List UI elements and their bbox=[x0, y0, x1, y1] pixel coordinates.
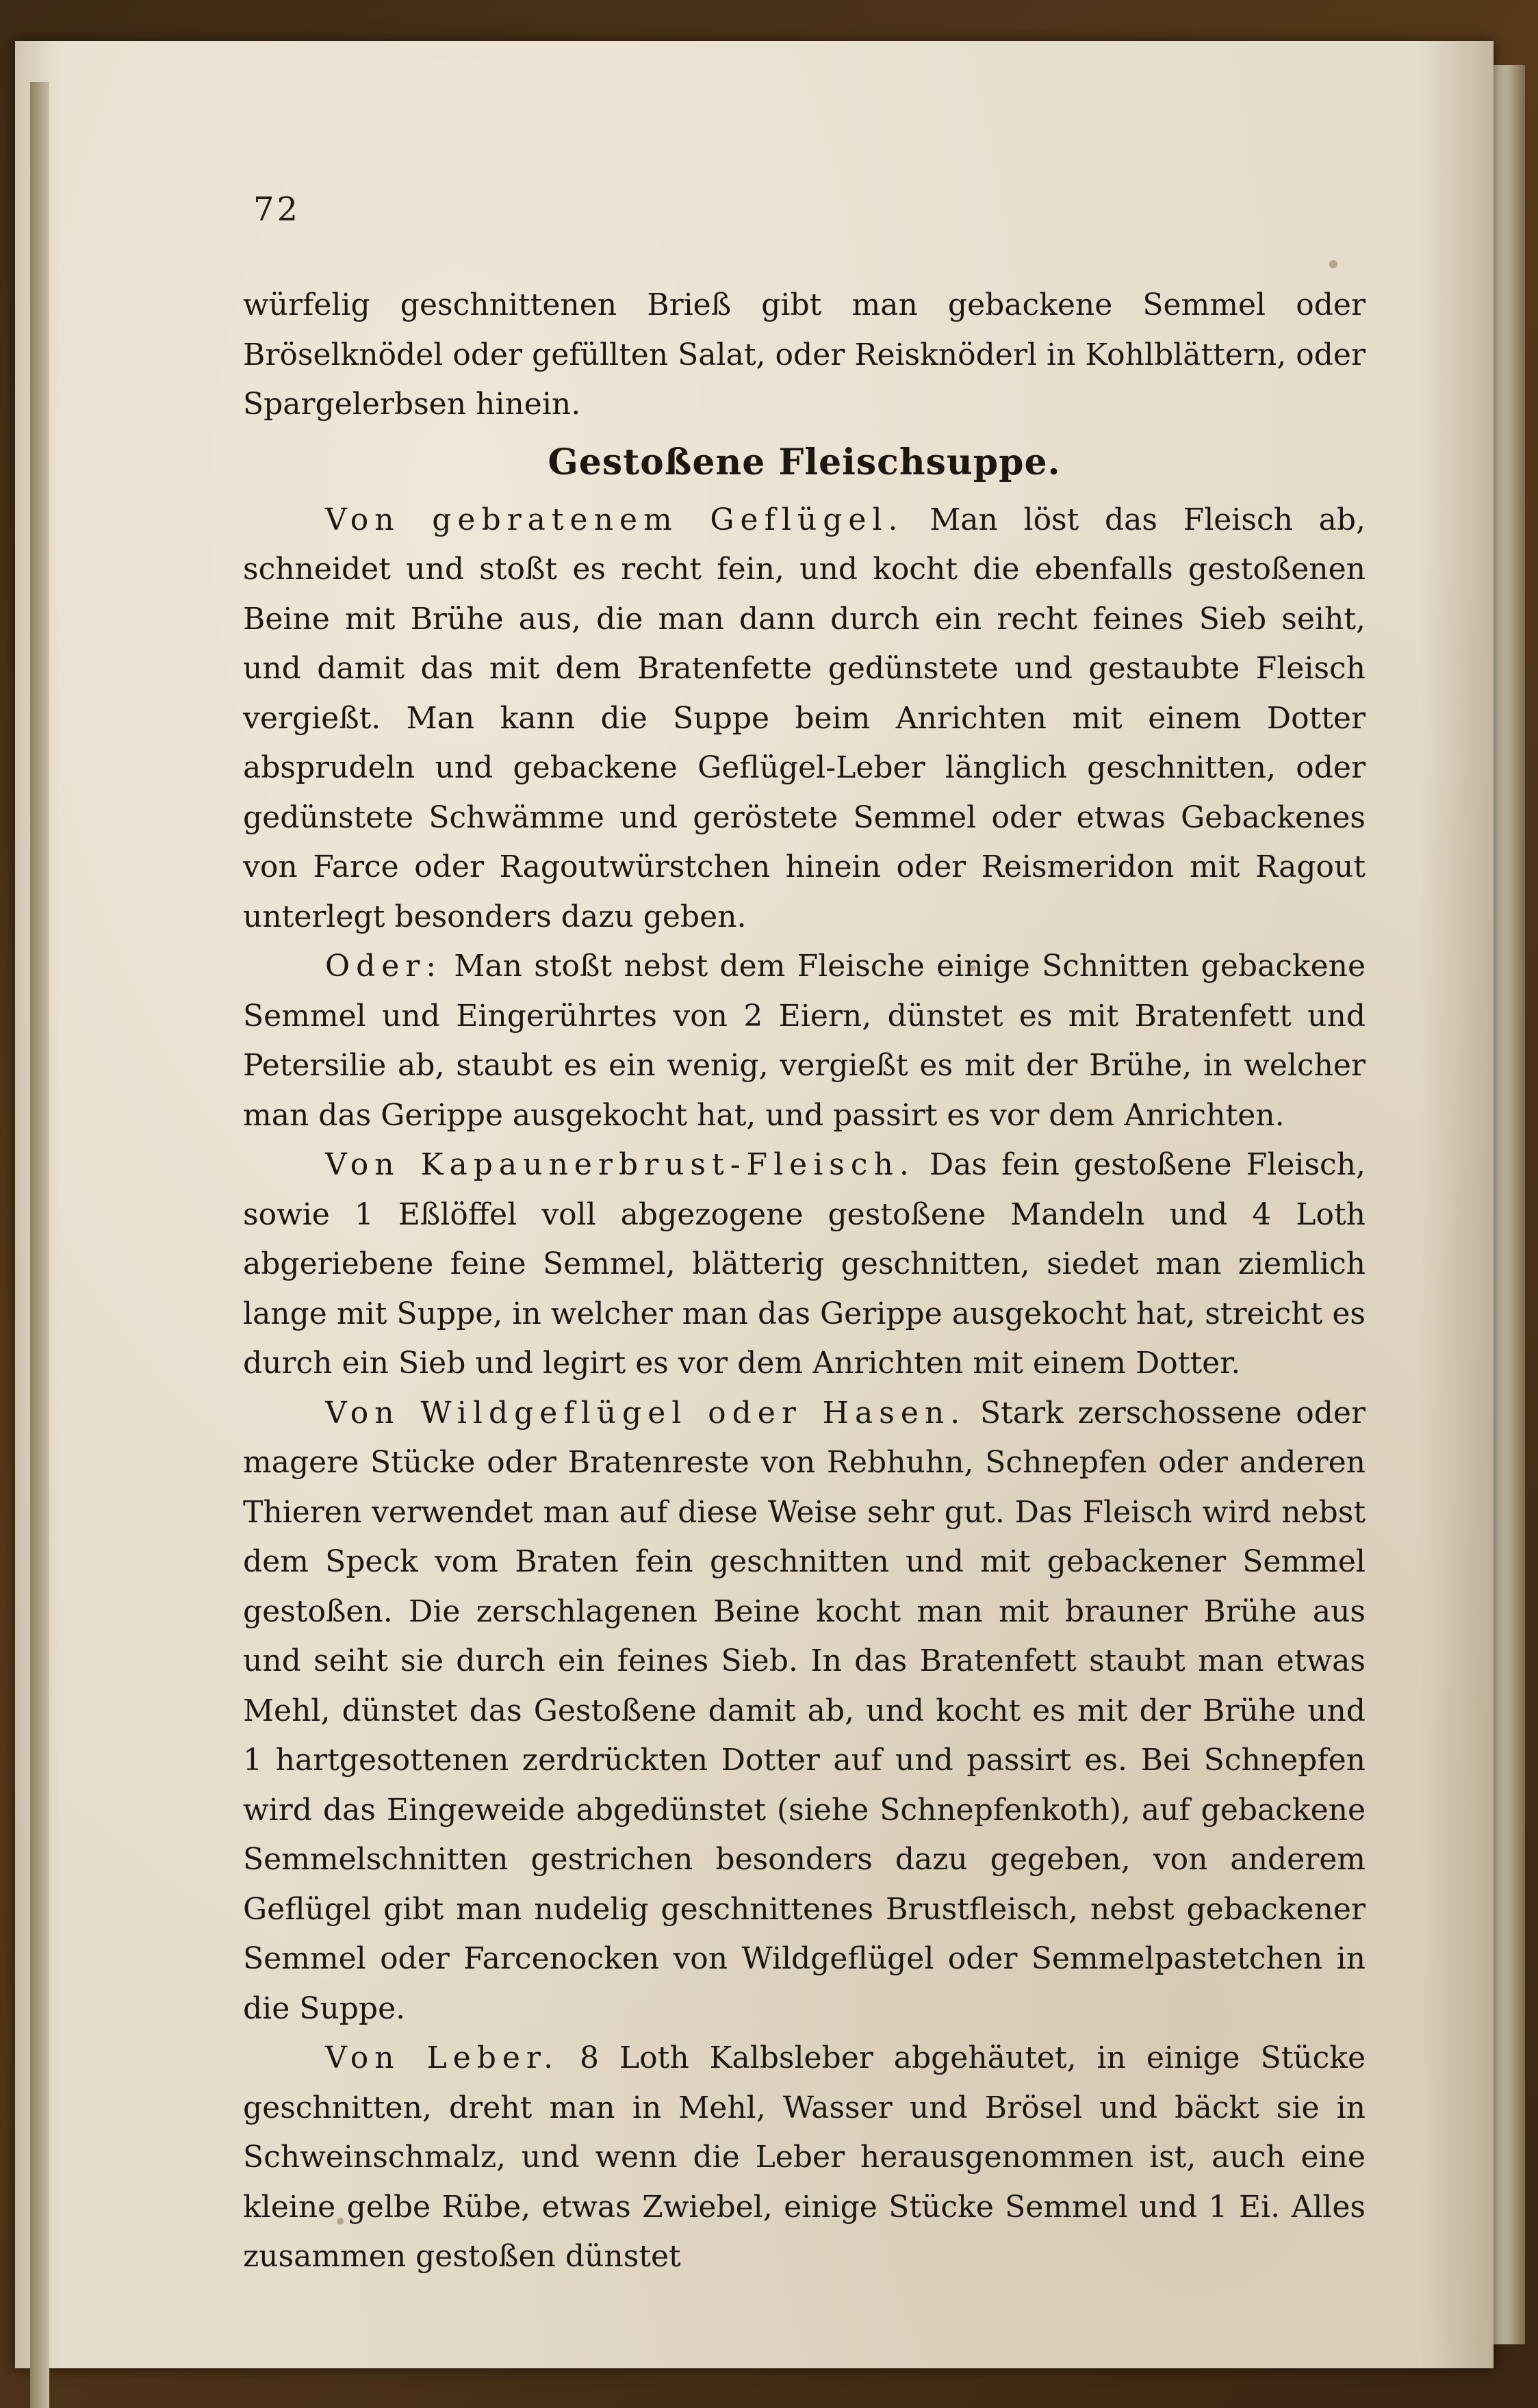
page-number: 72 bbox=[253, 190, 301, 229]
recipe-text: Man löst das Fleisch ab, schneidet und stoßt es recht fein, und kocht die ebenfalls gestoßenen Beine mit Brühe aus, die man dann durch ein recht feines Sieb seiht, und damit das mit dem Bratenfette gedünstete und gestaubte Fleisch vergießt. Man kann die Suppe beim Anrichten mit einem Dotter absprudeln und gebackene Geflügel-Leber länglich geschnitten, oder gedünstete Schwämme und geröstete Semmel oder etwas Gebackenes von Farce oder Ragoutwürstchen hinein oder Reismeridon mit Ragout unterlegt besonders dazu geben. bbox=[243, 502, 1366, 934]
recipe-paragraph bbox=[243, 942, 1366, 1140]
recipe-text: Stark zerschossene oder magere Stücke oder Bratenreste von Rebhuhn, Schnepfen oder anderen Thieren verwendet man auf diese Weise sehr gut. Das Fleisch wird nebst dem Speck vom Braten fein geschnitten und mit gebackener Semmel gestoßen. Die zerschlagenen Beine kocht man mit brauner Brühe aus und seiht sie durch ein feines Sieb. In das Bratenfett staubt man etwas Mehl, dünstet das Gestoßene damit ab, und kocht es mit der Brühe und 1 hartgesottenen zerdrückten Dotter auf und passirt es. Bei Schnepfen wird das Eingeweide abgedünstet (siehe Schnepfenkoth), auf gebackene Semmelschnitten gestrichen besonders dazu gegeben, von anderem Geflügel gibt man nudelig geschnittenes Brustfleisch, nebst gebackener Semmel oder Farcenocken von Wildgeflügel oder Semmelpastetchen in die Suppe. bbox=[243, 1395, 1366, 2026]
recipe-text: Das fein gestoßene Fleisch, sowie 1 Eßlöffel voll abgezogene gestoßene Mandeln und 4 Loth abgeriebene feine Semmel, blätterig geschnitten, siedet man ziemlich lange mit Suppe, in welcher man das Gerippe ausgekocht hat, streicht es durch ein Sieb und legirt es vor dem Anrichten mit einem Dotter. bbox=[243, 1147, 1366, 1381]
recipe-lead: Von gebratenem Geflügel. bbox=[325, 502, 904, 537]
binding-gutter bbox=[30, 82, 49, 2408]
recipe-lead: Von Kapaunerbrust-Fleisch. bbox=[325, 1147, 915, 1182]
continuation-paragraph: würfelig geschnittenen Brieß gibt man gebackene Semmel oder Bröselknödel oder gefüllten Salat, oder Reisknöderl in Kohlblättern, oder Spargelerbsen hinein. bbox=[243, 287, 1366, 422]
recipe-paragraph bbox=[243, 2034, 1366, 2282]
recipe-lead: Oder: bbox=[325, 949, 443, 984]
recipe-paragraph bbox=[243, 1389, 1366, 2034]
recipe-text: Man stoßt nebst dem Fleische einige Schnitten gebackene Semmel und Eingerührtes von 2 Eiern, dünstet es mit Bratenfett und Petersilie ab, staubt es ein wenig, vergießt es mit der Brühe, in welcher man das Gerippe ausgekocht hat, und passirt es vor dem Anrichten. bbox=[243, 949, 1366, 1133]
recipe-paragraph bbox=[243, 496, 1366, 943]
recipe-lead: Von Wildgeflügel oder Hasen. bbox=[325, 1395, 966, 1431]
page-body bbox=[243, 281, 1366, 2282]
section-heading: Gestoßene Fleischsuppe. bbox=[548, 441, 1061, 483]
recipe-lead: Von Leber. bbox=[325, 2040, 560, 2075]
paper-stain bbox=[1329, 260, 1337, 268]
recipe-paragraph bbox=[243, 1140, 1366, 1389]
recipe-text: 8 Loth Kalbsleber abgehäutet, in einige Stücke geschnitten, dreht man in Mehl, Wasser und Brösel und bäckt sie in Schweinschmalz, und wenn die Leber herausgenommen ist, auch eine kleine gelbe Rübe, etwas Zwiebel, einige Stücke Semmel und 1 Ei. Alles zusammen gestoßen dünstet bbox=[243, 2040, 1366, 2274]
